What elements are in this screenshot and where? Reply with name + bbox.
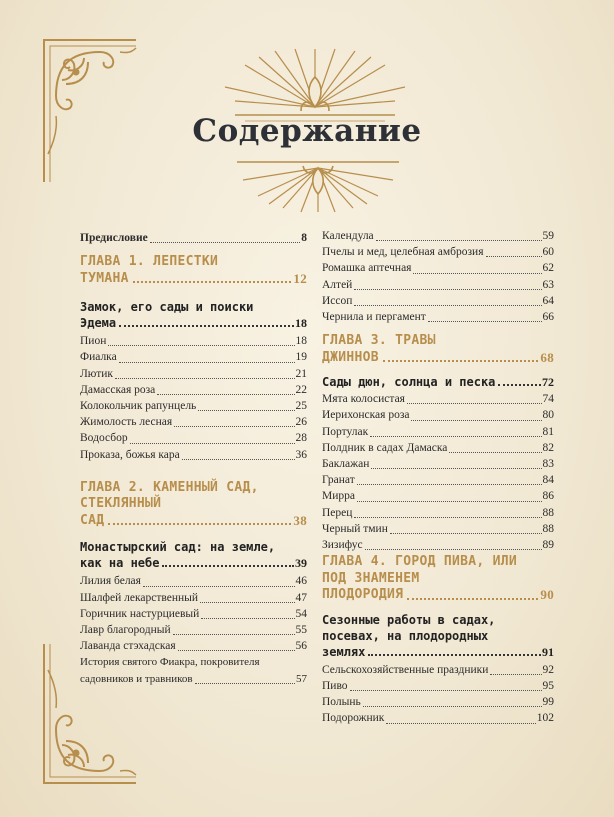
toc-entry[interactable]: Пион 18 xyxy=(80,335,307,348)
toc-entry[interactable]: Лилия белая 46 xyxy=(80,575,307,588)
toc-entry[interactable]: Подорожник 102 xyxy=(322,712,554,725)
toc-entry-preface[interactable]: Предисловие 8 xyxy=(80,232,307,244)
toc-entry[interactable]: Дамасская роза 22 xyxy=(80,383,307,396)
chapter-4-heading[interactable]: ГЛАВА 4. ГОРОД ПИВА, ИЛИ ПОД ЗНАМЕНЕМ ПЛОДОРОДИЯ 90 xyxy=(322,554,554,603)
toc-entry[interactable]: Лютик 21 xyxy=(80,367,307,380)
toc-entry[interactable]: Перец 88 xyxy=(322,506,554,519)
toc-entry[interactable]: Водосбор 28 xyxy=(80,432,307,445)
toc-entry[interactable]: Иссоп 64 xyxy=(322,294,554,307)
toc-entry[interactable]: Алтей 63 xyxy=(322,278,554,291)
section-2-heading[interactable]: Монастырский сад: на земле, как на небе 39 xyxy=(80,540,307,571)
title-ornament-bottom xyxy=(233,158,403,214)
toc-entry[interactable]: Зизифус 89 xyxy=(322,539,554,552)
toc-entry[interactable]: Лавр благородный 55 xyxy=(80,623,307,636)
page-title: Содержание xyxy=(192,113,422,149)
toc-entry[interactable]: Горичник настурциевый 54 xyxy=(80,607,307,620)
chapter-2-entries xyxy=(80,573,307,686)
toc-entry[interactable]: Пиво 95 xyxy=(322,679,554,692)
chapter-2-heading[interactable]: ГЛАВА 2. КАМЕННЫЙ САД, СТЕКЛЯННЫЙ САД 38 xyxy=(80,479,307,528)
toc-entry-fiacre[interactable]: История святого Фиакра, покровителя садовников и травников 57 xyxy=(80,656,307,685)
toc-entry[interactable]: Проказа, божья кара 36 xyxy=(80,448,307,461)
section-1-heading[interactable]: Замок, его сады и поиски Эдема 18 xyxy=(80,300,307,331)
toc-entry[interactable]: Лаванда стэхадская 56 xyxy=(80,640,307,653)
toc-entry[interactable]: Сельскохозяйственные праздники 92 xyxy=(322,663,554,676)
chapter-4-entries xyxy=(322,662,554,727)
toc-entry[interactable]: Шалфей лекарственный 47 xyxy=(80,591,307,604)
toc-entry[interactable]: Календула 59 xyxy=(322,230,554,242)
toc-entry[interactable]: Жимолость лесная 26 xyxy=(80,416,307,429)
toc-right-column xyxy=(322,228,554,727)
toc-entry[interactable]: Черный тмин 88 xyxy=(322,522,554,535)
toc-entry[interactable]: Колокольчик рапунцель 25 xyxy=(80,400,307,413)
toc-entry[interactable]: Баклажан 83 xyxy=(322,458,554,471)
toc-entry[interactable]: Портулак 81 xyxy=(322,425,554,438)
corner-ornament-top-left xyxy=(40,36,140,186)
toc-entry[interactable]: Полдник в садах Дамаска 82 xyxy=(322,441,554,454)
toc-entry[interactable]: Пчелы и мед, целебная амброзия 60 xyxy=(322,246,554,259)
toc-left-column xyxy=(80,228,307,687)
chapter-3-heading[interactable]: ГЛАВА 3. ТРАВЫ ДЖИННОВ 68 xyxy=(322,333,554,365)
toc-entry[interactable]: Мята колосистая 74 xyxy=(322,393,554,406)
toc-entry[interactable]: Полынь 99 xyxy=(322,696,554,709)
chapter-1-entries xyxy=(80,333,307,463)
chapter-3-entries xyxy=(322,391,554,553)
section-3-heading[interactable]: Сады дюн, солнца и песка 72 xyxy=(322,375,554,390)
chapter-1-heading[interactable]: ГЛАВА 1. ЛЕПЕСТКИ ТУМАНА 12 xyxy=(80,254,307,286)
toc-entry[interactable]: Мирра 86 xyxy=(322,490,554,503)
toc-entry[interactable]: Фиалка 19 xyxy=(80,351,307,364)
toc-entry[interactable]: Чернила и пергамент 66 xyxy=(322,311,554,324)
section-4-heading[interactable]: Сезонные работы в садах, посевах, на плодородных землях 91 xyxy=(322,612,554,659)
toc-entry[interactable]: Гранат 84 xyxy=(322,474,554,487)
chapter-2-entries-continued xyxy=(322,228,554,325)
toc-entry[interactable]: Ромашка аптечная 62 xyxy=(322,262,554,275)
toc-entry[interactable]: Иерихонская роза 80 xyxy=(322,409,554,422)
